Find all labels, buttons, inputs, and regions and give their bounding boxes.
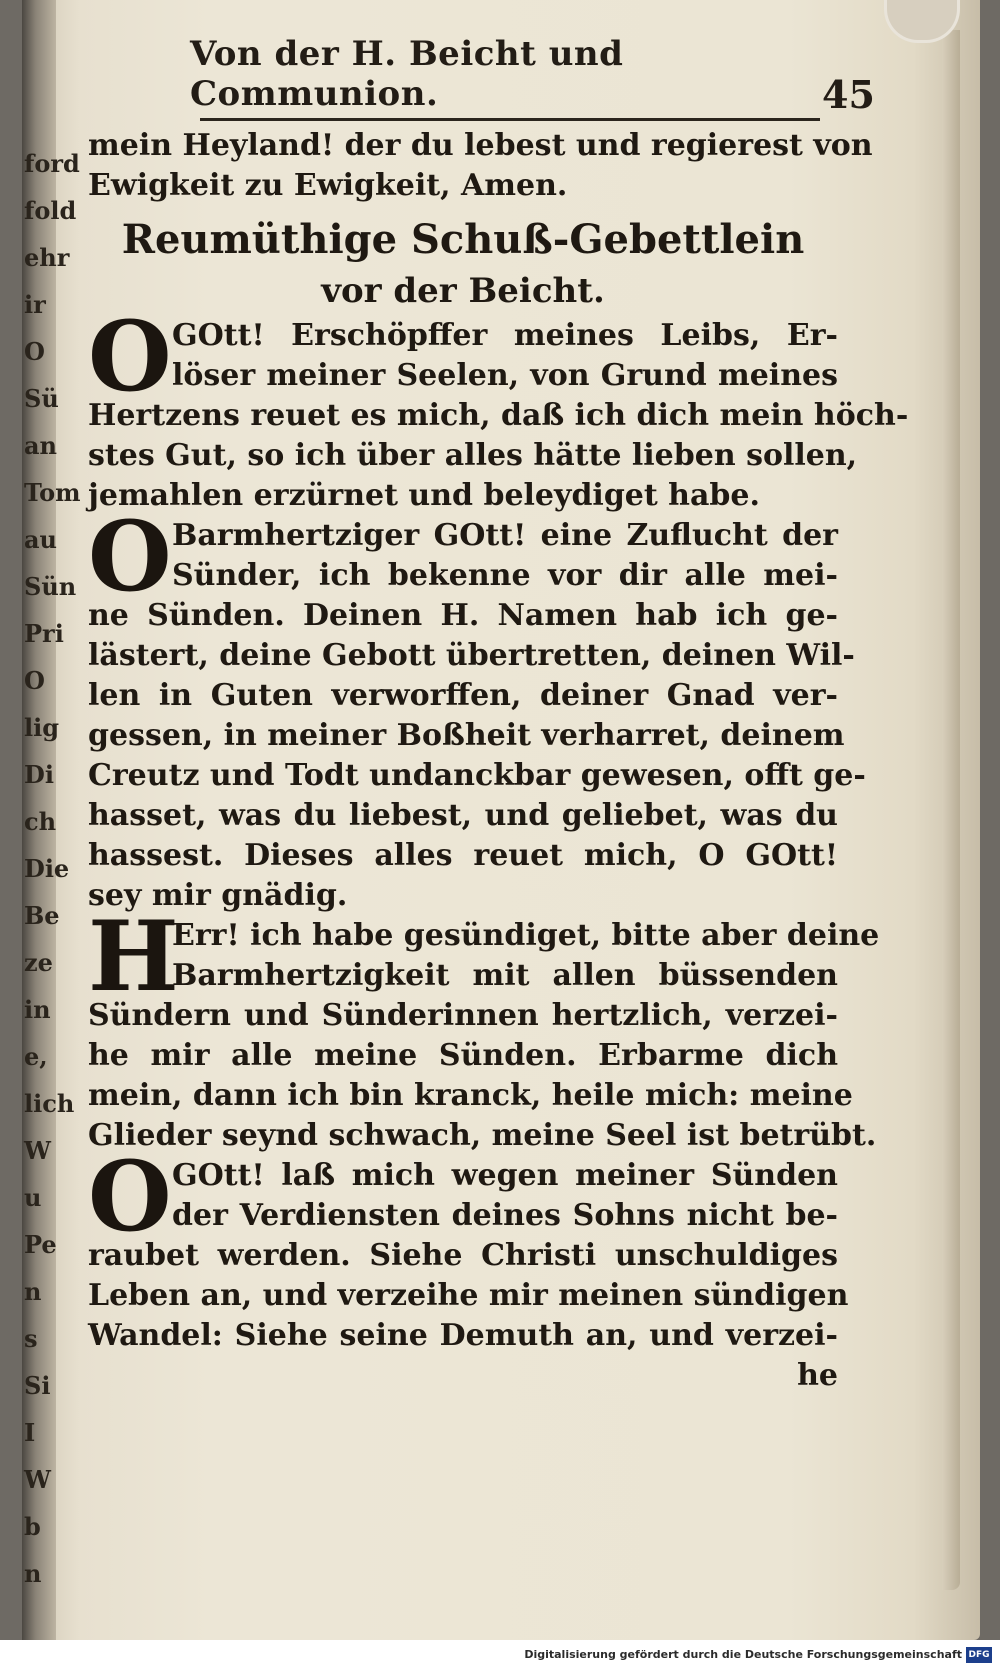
margin-fragment: Be [24,901,60,930]
page-edge [942,30,960,1590]
running-header [190,34,845,114]
margin-fragment: b [24,1512,41,1541]
paragraph [88,500,866,916]
margin-fragment: Pri [24,619,64,648]
margin-fragment: W [24,1465,51,1494]
dfg-logo: DFG [966,1647,992,1663]
margin-fragment: u [24,1183,42,1212]
text-line: GOtt! laß mich wegen meiner Sünden [172,1158,838,1193]
text-line: Sündern und Sünderinnen hertzlich, verzei- [88,998,838,1033]
margin-fragment: Tom [24,478,81,507]
page-body [88,126,909,1396]
paragraph [88,900,880,1156]
text-line: ne Sünden. Deinen H. Namen hab ich ge- [88,598,838,633]
text-line: Creutz und Todt undanckbar gewesen, offt ge- [88,758,866,793]
text-line: Wandel: Siehe seine Demuth an, und verzei- [88,1318,838,1353]
text-line: Leben an, und verzeihe mir meinen sündigen [88,1278,849,1313]
paragraph [88,1140,849,1356]
text-line: der Verdiensten deines Sohns nicht be- [172,1198,838,1233]
catchword: he [797,1358,838,1393]
page-number: 45 [822,72,875,117]
margin-fragment: s [24,1324,38,1353]
text-line: Sünder, ich bekenne vor dir alle mei- [172,558,838,593]
text-line: Glieder seynd schwach, meine Seel ist betrübt. [88,1118,877,1153]
text-line: Barmhertziger GOtt! eine Zuflucht der [172,518,838,553]
margin-fragment: ze [24,948,53,977]
margin-fragment: fold [24,196,77,225]
margin-fragment: ehr [24,243,70,272]
margin-fragment: in [24,995,51,1024]
text-line: raubet werden. Siehe Christi unschuldiges [88,1238,838,1273]
margin-fragment: Si [24,1371,51,1400]
margin-fragment: ir [24,290,46,319]
text-line: löser meiner Seelen, von Grund meines [172,358,838,393]
text-line: Ewigkeit zu Ewigkeit, Amen. [88,168,568,203]
section-heading: Reumüthige Schuß-Gebettlein [121,216,805,263]
drop-cap: O [88,500,172,613]
text-line: stes Gut, so ich über alles hätte lieben sollen, [88,438,858,473]
margin-fragment: lig [24,713,60,742]
text-line: gessen, in meiner Boßheit verharret, deinem [88,718,845,753]
drop-cap: O [88,1140,172,1253]
text-line: he mir alle meine Sünden. Erbarme dich [88,1038,838,1073]
margin-fragment: I [24,1418,36,1447]
margin-fragment: n [24,1559,42,1588]
text-line: jemahlen erzürnet und beleydiget habe. [88,478,760,513]
margin-fragment: ford [24,149,80,178]
text-line: hassest. Dieses alles reuet mich, O GOtt! [88,838,838,873]
text-line: lästert, deine Gebott übertretten, deinen Wil- [88,638,855,673]
text-line: sey mir gnädig. [88,878,348,913]
funding-credit: Digitalisierung gefördert durch die Deutsche Forschungsgemeinschaft [524,1648,962,1661]
text-line: GOtt! Erschöpffer meines Leibs, Er- [172,318,838,353]
running-title: Von der H. Beicht und Communion. [190,34,624,114]
header-rule [200,118,820,121]
text-line: Hertzens reuet es mich, daß ich dich mein höch- [88,398,909,433]
margin-fragment: n [24,1277,42,1306]
margin-fragment: e, [24,1042,48,1071]
paragraph [88,300,909,516]
margin-fragment: O [24,337,45,366]
margin-fragment: Die [24,854,70,883]
text-line: Err! ich habe gesündiget, bitte aber deine [172,918,880,953]
text-line: Barmhertzigkeit mit allen büssenden [172,958,838,993]
drop-cap: O [88,300,172,413]
text-line: hasset, was du liebest, und geliebet, was du [88,798,838,833]
margin-fragments [24,140,81,1597]
margin-fragment: O [24,666,45,695]
margin-fragment: W [24,1136,51,1165]
margin-fragment: au [24,525,57,554]
margin-fragment: Di [24,760,54,789]
text-line: mein, dann ich bin kranck, heile mich: meine [88,1078,853,1113]
margin-fragment: lich [24,1089,75,1118]
footer-bar [0,1640,1000,1676]
facing-page-strip [22,0,81,1640]
section-subheading: vor der Beicht. [321,271,605,311]
margin-fragment: Sün [24,572,77,601]
margin-fragment: Sü [24,384,59,413]
drop-cap: H [88,900,179,1013]
margin-fragment: an [24,431,57,460]
margin-fragment: ch [24,807,57,836]
text-line: len in Guten verworffen, deiner Gnad ver- [88,678,838,713]
margin-fragment: Pe [24,1230,57,1259]
text-line: mein Heyland! der du lebest und regierest von [88,128,873,163]
